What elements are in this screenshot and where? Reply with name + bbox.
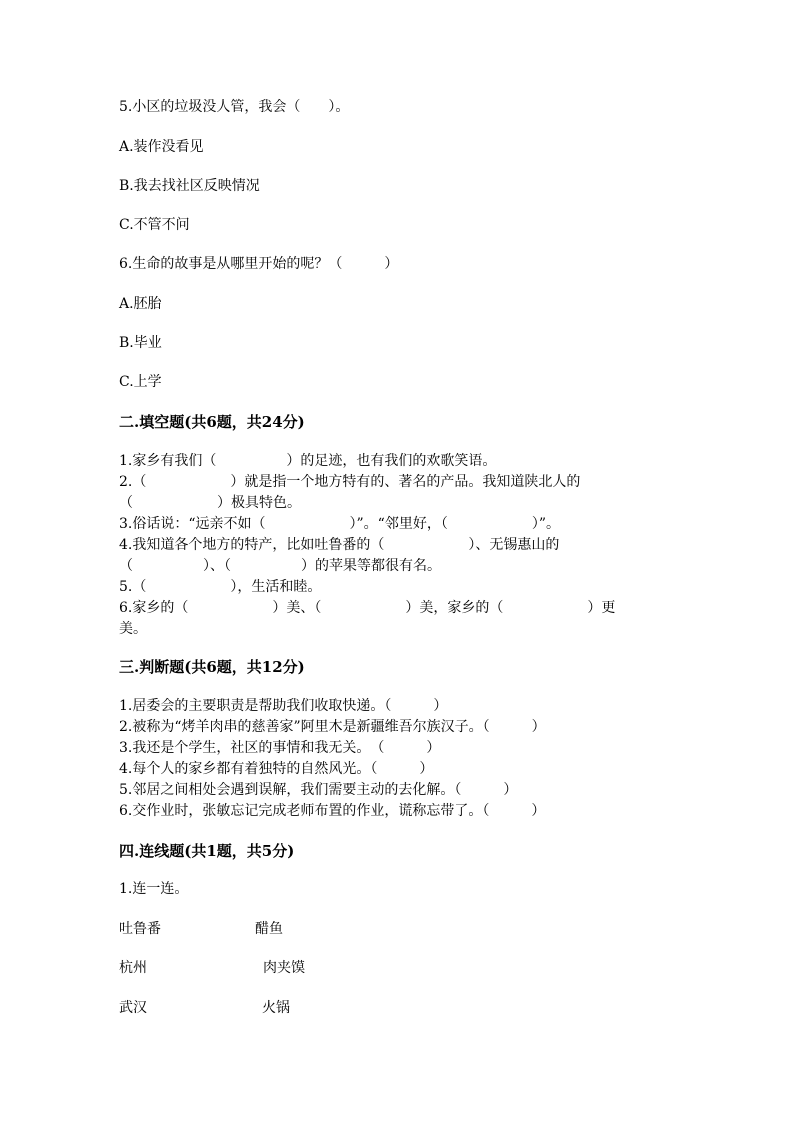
judge-line: 1.居委会的主要职责是帮助我们收取快递。（ ） (119, 698, 448, 714)
question-6: 6.生命的故事是从哪里开始的呢？（ ） (119, 256, 399, 272)
match-prompt: 1.连一连。 (119, 881, 189, 897)
section-heading-judge: 三.判断题(共6题，共12分) (119, 658, 305, 676)
fill-line: 5.（ ），生活和睦。 (119, 579, 322, 595)
section-heading-fill: 二.填空题(共6题，共24分) (119, 413, 305, 431)
judge-line: 5.邻居之间相处会遇到误解，我们需要主动的去化解。（ ） (119, 782, 518, 798)
fill-line: 1.家乡有我们（ ）的足迹，也有我们的欢歌笑语。 (119, 453, 497, 469)
fill-line: （ ）、（ ）的苹果等都很有名。 (119, 558, 441, 574)
fill-line: 3.俗话说：“远亲不如（ ）”。“邻里好，（ ）”。 (119, 516, 560, 532)
q6-option-c: C.上学 (119, 374, 162, 390)
fill-line: 6.家乡的（ ）美、（ ）美，家乡的（ ）更 (119, 600, 616, 616)
q5-option-a: A.装作没看见 (119, 139, 204, 155)
fill-line: （ ）极具特色。 (119, 495, 301, 511)
fill-line: 4.我知道各个地方的特产，比如吐鲁番的（ ）、无锡惠山的 (119, 537, 560, 553)
fill-line: 2.（ ）就是指一个地方特有的、著名的产品。我知道陕北人的 (119, 474, 581, 490)
section-heading-match: 四.连线题(共1题，共5分) (119, 842, 295, 860)
match-left-item: 杭州 (119, 960, 147, 976)
match-right-item: 火锅 (262, 1000, 290, 1016)
judge-line: 4.每个人的家乡都有着独特的自然风光。（ ） (119, 761, 434, 777)
judge-line: 3.我还是个学生，社区的事情和我无关。 （ ） (119, 740, 441, 756)
q6-option-a: A.胚胎 (119, 296, 162, 312)
judge-line: 2.被称为“烤羊肉串的慈善家”阿里木是新疆维吾尔族汉子。（ ） (119, 719, 546, 735)
match-left-item: 吐鲁番 (119, 921, 161, 937)
match-right-item: 醋鱼 (255, 921, 283, 937)
q5-option-c: C.不管不问 (119, 217, 190, 233)
q5-option-b: B.我去找社区反映情况 (119, 178, 260, 194)
q6-option-b: B.毕业 (119, 335, 162, 351)
match-left-item: 武汉 (119, 1000, 147, 1016)
judge-line: 6.交作业时，张敏忘记完成老师布置的作业，谎称忘带了。（ ） (119, 803, 546, 819)
fill-line: 美。 (119, 621, 147, 637)
match-right-item: 肉夹馍 (263, 960, 305, 976)
question-5: 5.小区的垃圾没人管，我会（ ）。 (119, 99, 350, 115)
